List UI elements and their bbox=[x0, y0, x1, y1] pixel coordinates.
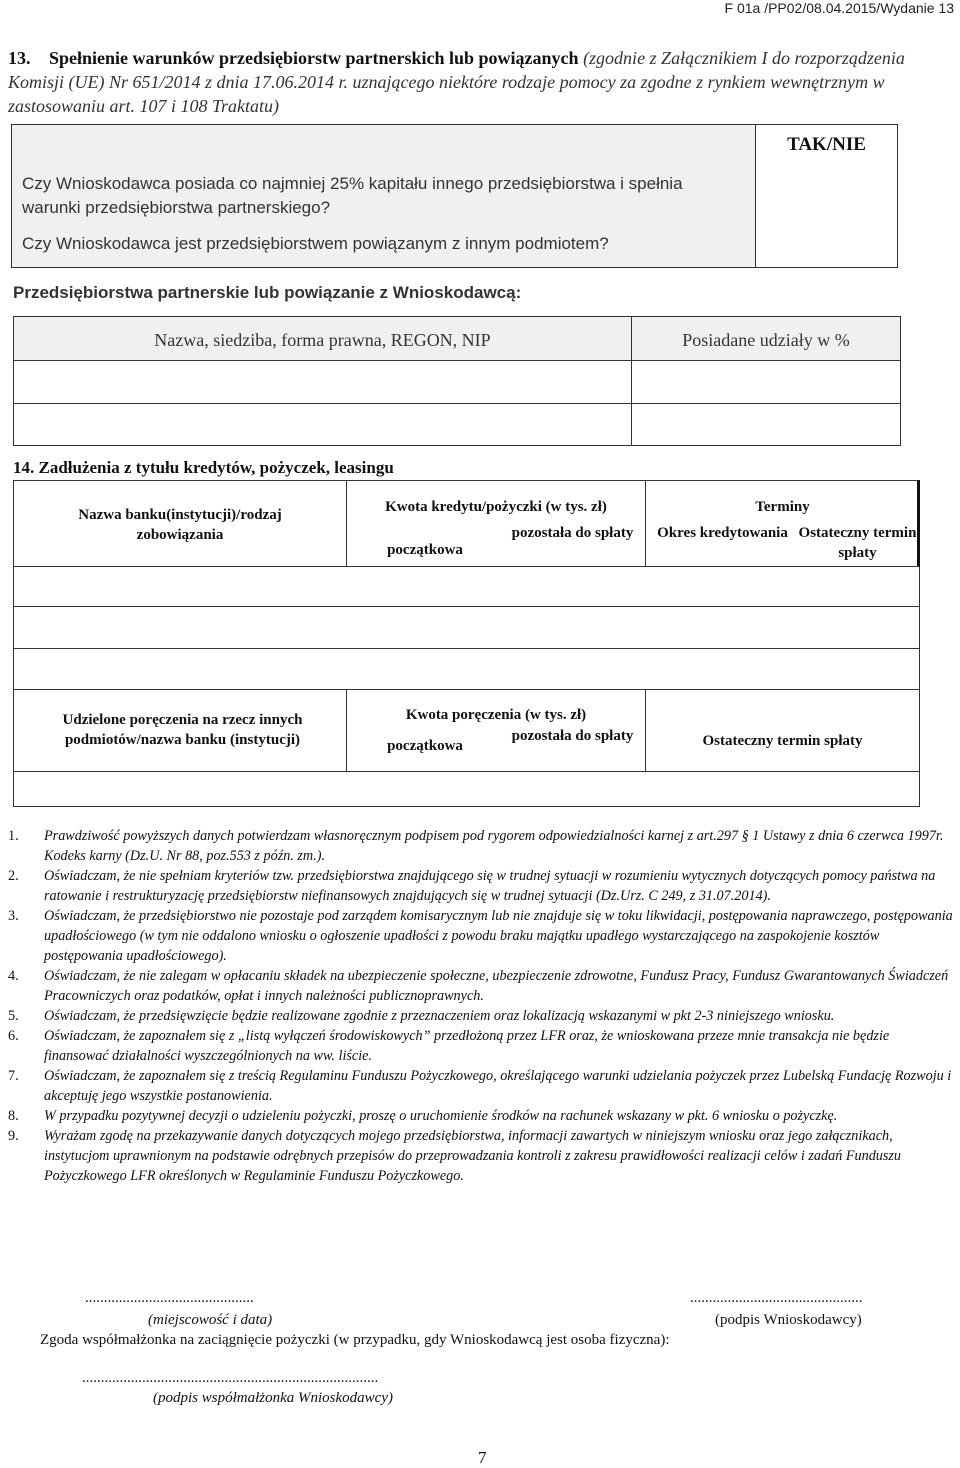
declaration-text: Oświadczam, że nie spełniam kryteriów tzw. przedsiębiorstwa znajdującego się w trudnej sytuacji w rozumieniu wytycznych dotyczących pomocy państwa na ratowanie i restrukturyzację przedsiębiorstw niefinansowych znajdujących się w trudnej sytuacji (Dz.Urz. C 249, z 31.07.2014). bbox=[44, 868, 936, 904]
partner-row-2-name[interactable] bbox=[13, 403, 632, 446]
declaration-text: Oświadczam, że zapoznałem się z treścią Regulaminu Funduszu Pożyczkowego, określającego warunki udzielania pożyczek przez Lubelską Fundację Rozwoju i akceptuję jego wszystkie postanowienia. bbox=[44, 1068, 952, 1104]
place-date-caption: (miejscowość i data) bbox=[148, 1312, 273, 1328]
spouse-signature-line[interactable]: ............................................................................... bbox=[82, 1370, 379, 1386]
loans-period-label: Okres kredytowania bbox=[657, 525, 788, 541]
partners-heading: Przedsiębiorstwa partnerskie lub powiązanie z Wnioskodawcą: bbox=[13, 283, 522, 302]
declaration-item: 1. Prawdziwość powyższych danych potwierdzam własnoręcznym podpisem pod rygorem odpowiedzialności karnej z art.297 § 1 Ustawy z dnia 6 czerwca 1997r. Kodeks karny (Dz.U. Nr 88, poz.553 z późn. zm.). bbox=[8, 828, 944, 864]
loans-final-label: Ostateczny termin spłaty bbox=[798, 525, 917, 561]
section-14-heading: 14. Zadłużenia z tytułu kredytów, pożyczek, leasingu bbox=[13, 458, 394, 477]
col-shares-label: Posiadane udziały w % bbox=[682, 330, 850, 350]
declaration-item: 7. Oświadczam, że zapoznałem się z treścią Regulaminu Funduszu Pożyczkowego, określającego warunki udzielania pożyczek przez Lubelską Fundację Rozwoju i akceptuję jego wszystkie postanowienia. bbox=[8, 1068, 952, 1104]
section-13-title-rest: (zgodnie z Załącznikiem I do rozporządzenia Komisji (UE) Nr 651/2014 z dnia 17.06.2014 r. uznającego niektóre rodzaje pomocy za zgodne z rynkiem wewnętrznym w zastosowaniu art. 107 i 108 Traktatu) bbox=[8, 48, 905, 116]
loans-row-divider bbox=[13, 648, 920, 649]
partner-row-1-name[interactable] bbox=[13, 360, 632, 404]
declaration-text: W przypadku pozytywnej decyzji o udzieleniu pożyczki, proszę o uruchomienie środków na rachunek wskazany w pkt. 6 wniosku o pożyczkę. bbox=[44, 1108, 838, 1124]
guar-remaining-label: pozostała do spłaty bbox=[511, 728, 634, 744]
declaration-item: 5. Oświadczam, że przedsięwzięcie będzie realizowane zgodnie z przeznaczeniem oraz lokalizacją wskazanymi w pkt 2-3 niniejszego wniosku. bbox=[8, 1008, 835, 1024]
form-id: F 01a /PP02/08.04.2015/Wydanie 13 bbox=[724, 0, 954, 16]
loans-amount-label: Kwota kredytu/pożyczki (w tys. zł) bbox=[385, 499, 607, 515]
page-number: 7 bbox=[478, 1448, 487, 1467]
loans-remaining-label: pozostała do spłaty bbox=[511, 525, 634, 541]
declaration-text: Prawdziwość powyższych danych potwierdzam własnoręcznym podpisem pod rygorem odpowiedzialności karnej z art.297 § 1 Ustawy z dnia 6 czerwca 1997r. Kodeks karny (Dz.U. Nr 88, poz.553 z późn. zm.). bbox=[44, 828, 944, 864]
applicant-signature-caption: (podpis Wnioskodawcy) bbox=[715, 1312, 862, 1328]
declaration-text: Oświadczam, że przedsiębiorstwo nie pozostaje pod zarządem komisarycznym lub nie znajduje się w toku likwidacji, postępowania naprawczego, postępowania upadłościowego (w tym nie oddalono wniosku o ogłoszenie upadłości z powodu braku majątku upadłego wystarczającego na zaspokojenie kosztów postępowania upadłościowego). bbox=[44, 908, 953, 964]
spouse-signature-caption: (podpis współmałżonka Wnioskodawcy) bbox=[153, 1390, 393, 1406]
declaration-item: 6. Oświadczam, że zapoznałem się z „listą wyłączeń środowiskowych” przedłożoną przez LFR oraz, że wnioskowana przeze mnie transakcja nie będzie finansować działalności wyszczególnionych na ww. liście. bbox=[8, 1028, 890, 1064]
declaration-text: Wyrażam zgodę na przekazywanie danych dotyczących mojego przedsiębiorstwa, informacji zawartych w niniejszym wniosku oraz jego załącznikach, instytucjom uprawnionym na podstawie odrębnych przepisów do przeprowadzania kontroli z zakresu prawidłowości realizacji celów i zadań Funduszu Pożyczkowego LFR określonych w Regulaminie Funduszu Pożyczkowego. bbox=[44, 1128, 902, 1184]
partner-row-2-shares[interactable] bbox=[631, 403, 901, 446]
tak-nie-header: TAK/NIE bbox=[787, 134, 866, 155]
loans-row-divider bbox=[13, 606, 920, 607]
declaration-item: 8. W przypadku pozytywnej decyzji o udzieleniu pożyczki, proszę o uruchomienie środków na rachunek wskazany w pkt. 6 wniosku o pożyczkę. bbox=[8, 1108, 838, 1124]
question-linked: Czy Wnioskodawca jest przedsiębiorstwem powiązanym z innym podmiotem? bbox=[22, 234, 609, 253]
col-name-label: Nazwa, siedziba, forma prawna, REGON, NIP bbox=[154, 330, 491, 350]
applicant-signature-line[interactable]: .............................................. bbox=[690, 1290, 863, 1306]
declaration-text: Oświadczam, że zapoznałem się z „listą wyłączeń środowiskowych” przedłożoną przez LFR oraz, że wnioskowana przeze mnie transakcja nie będzie finansować działalności wyszczególnionych na ww. liście. bbox=[44, 1028, 890, 1064]
guar-amount-label: Kwota poręczenia (w tys. zł) bbox=[405, 707, 587, 723]
loans-initial-label: początkowa bbox=[387, 542, 463, 558]
declarations-list bbox=[8, 826, 954, 1186]
loans-bank-label: Nazwa banku(instytucji)/rodzaj zobowiązania bbox=[78, 507, 282, 543]
declaration-text: Oświadczam, że przedsięwzięcie będzie realizowane zgodnie z przeznaczeniem oraz lokalizacją wskazanymi w pkt 2-3 niniejszego wniosku. bbox=[44, 1008, 835, 1024]
declaration-item: 2. Oświadczam, że nie spełniam kryteriów tzw. przedsiębiorstwa znajdującego się w trudnej sytuacji w rozumieniu wytycznych dotyczących pomocy państwa na ratowanie i restrukturyzację przedsiębiorstw niefinansowych znajdujących się w trudnej sytuacji (Dz.Urz. C 249, z 31.07.2014). bbox=[8, 868, 936, 904]
place-date-line[interactable]: ............................................. bbox=[85, 1290, 254, 1306]
guar-initial-label: początkowa bbox=[387, 738, 463, 754]
declaration-item: 3. Oświadczam, że przedsiębiorstwo nie pozostaje pod zarządem komisarycznym lub nie znajduje się w toku likwidacji, postępowania naprawczego, postępowania upadłościowego (w tym nie oddalono wniosku o ogłoszenie upadłości z powodu braku majątku upadłego wystarczającego na zaspokojenie kosztów postępowania upadłościowego). bbox=[8, 908, 953, 964]
spouse-consent-text: Zgoda współmałżonka na zaciągnięcie pożyczki (w przypadku, gdy Wnioskodawcą jest osoba fizyczna): bbox=[40, 1332, 670, 1348]
section-13-title bbox=[8, 46, 960, 118]
section-13-title-bold: Spełnienie warunków przedsiębiorstw partnerskich lub powiązanych bbox=[49, 48, 579, 68]
declaration-item: 4. Oświadczam, że nie zalegam w opłacaniu składek na ubezpieczenie społeczne, ubezpieczenie zdrowotne, Fundusz Pracy, Fundusz Gwarantowanych Świadczeń Pracowniczych oraz podatków, opłat i innych należności publicznoprawnych. bbox=[8, 968, 949, 1004]
partner-row-1-shares[interactable] bbox=[631, 360, 901, 404]
loans-terms-label: Terminy bbox=[755, 499, 810, 515]
section-13-number: 13. bbox=[8, 48, 31, 68]
declaration-text: Oświadczam, że nie zalegam w opłacaniu składek na ubezpieczenie społeczne, ubezpieczenie zdrowotne, Fundusz Pracy, Fundusz Gwarantowanych Świadczeń Pracowniczych oraz podatków, opłat i innych należności publicznoprawnych. bbox=[44, 968, 949, 1004]
question-partner: Czy Wnioskodawca posiada co najmniej 25% kapitału innego przedsiębiorstwa i spełnia warunki przedsiębiorstwa partnerskiego? bbox=[22, 174, 683, 217]
guar-final-label: Ostateczny termin spłaty bbox=[702, 733, 863, 749]
guar-name-label: Udzielone poręczenia na rzecz innych podmiotów/nazwa banku (instytucji) bbox=[62, 712, 303, 748]
declaration-item: 9. Wyrażam zgodę na przekazywanie danych dotyczących mojego przedsiębiorstwa, informacji zawartych w niniejszym wniosku oraz jego załącznikach, instytucjom uprawnionym na podstawie odrębnych przepisów do przeprowadzania kontroli z zakresu prawidłowości realizacji celów i zadań Funduszu Pożyczkowego LFR określonych w Regulaminie Funduszu Pożyczkowego. bbox=[8, 1128, 902, 1184]
